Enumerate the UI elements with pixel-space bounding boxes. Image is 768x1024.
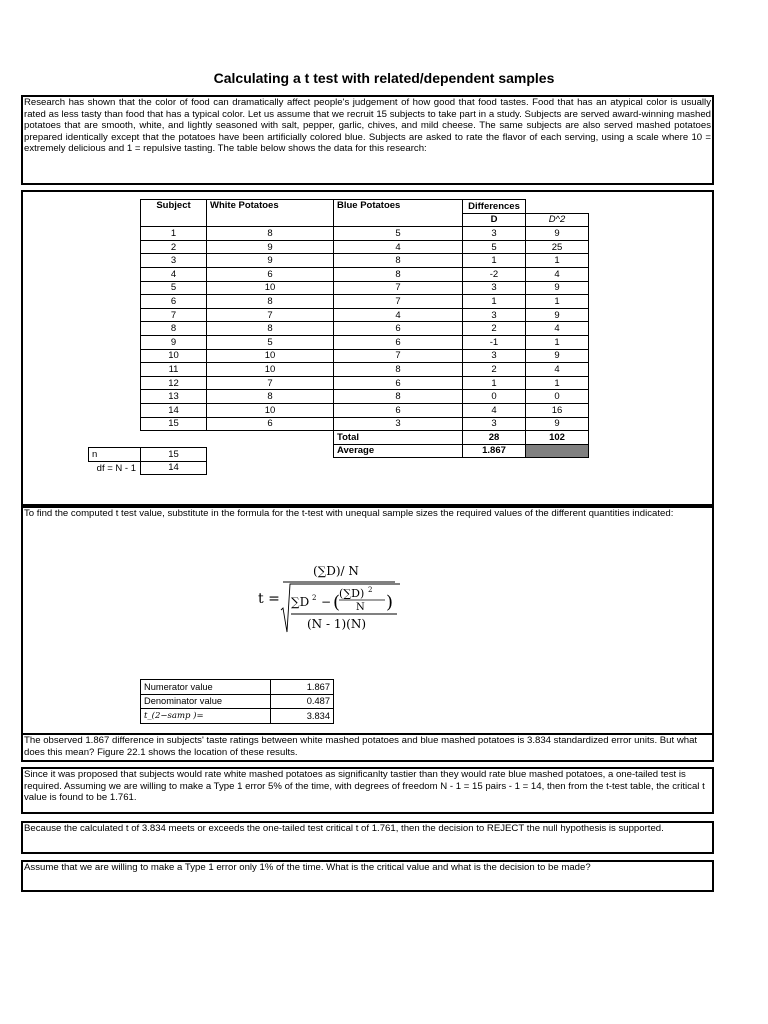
one-tailed-box bbox=[21, 767, 714, 814]
cell-d2: 1 bbox=[526, 295, 589, 309]
table-row bbox=[141, 281, 589, 295]
cell-b: 8 bbox=[334, 267, 463, 281]
cell-b: 7 bbox=[334, 281, 463, 295]
cell-d: 3 bbox=[463, 281, 526, 295]
cell-d: 2 bbox=[463, 322, 526, 336]
cell-s: 14 bbox=[141, 403, 207, 417]
data-table bbox=[140, 199, 589, 458]
cell-d2: 4 bbox=[526, 267, 589, 281]
formula-t: t = bbox=[258, 591, 280, 607]
table-row bbox=[141, 349, 589, 363]
cell-s: 15 bbox=[141, 417, 207, 431]
formula-exp: 2 bbox=[312, 594, 317, 602]
summary-row bbox=[141, 680, 334, 695]
cell-w: 10 bbox=[207, 363, 334, 377]
cell-b: 6 bbox=[334, 403, 463, 417]
one-tailed-text: Since it was proposed that subjects would rate white mashed potatoes as significanlty tastier than they would rate blue mashed potatoes, a one-tailed test is required. Assuming we are willing to make a Type 1 error 5% of the time, with degrees of freedom N - 1 = 15 pairs - 1 = 14, then from the t-test table, the critical t value is found to be 1.761. bbox=[24, 769, 705, 804]
summary-label: Numerator value bbox=[141, 680, 271, 695]
cell-d: 1 bbox=[463, 254, 526, 268]
table-row bbox=[141, 240, 589, 254]
n-value: 15 bbox=[141, 448, 207, 462]
cell-d2: 9 bbox=[526, 281, 589, 295]
n-df-table bbox=[88, 447, 207, 475]
table-row bbox=[141, 254, 589, 268]
cell-d: 1 bbox=[463, 376, 526, 390]
cell-d2: 1 bbox=[526, 335, 589, 349]
cell-d: 5 bbox=[463, 240, 526, 254]
formula-inner-exp: 2 bbox=[368, 586, 373, 594]
cell-d: -2 bbox=[463, 267, 526, 281]
cell-d: 2 bbox=[463, 363, 526, 377]
formula-minus: − bbox=[321, 595, 332, 609]
average-d: 1.867 bbox=[463, 444, 526, 458]
summary-value: 1.867 bbox=[271, 680, 334, 695]
formula-intro-text: To find the computed t test value, substitute in the formula for the t-test with unequal sample sizes the required values of the different quantities indicated: bbox=[24, 508, 674, 519]
average-d2-shaded bbox=[526, 444, 589, 458]
summary-value: 0.487 bbox=[271, 694, 334, 709]
cell-b: 8 bbox=[334, 363, 463, 377]
cell-w: 8 bbox=[207, 390, 334, 404]
header-differences: Differences bbox=[463, 200, 526, 214]
intro-box bbox=[21, 95, 714, 185]
cell-d2: 1 bbox=[526, 376, 589, 390]
table-row bbox=[141, 267, 589, 281]
cell-b: 8 bbox=[334, 390, 463, 404]
df-value: 14 bbox=[141, 461, 207, 475]
cell-b: 4 bbox=[334, 308, 463, 322]
decision-box bbox=[21, 821, 714, 854]
header-blue: Blue Potatoes bbox=[334, 200, 463, 227]
cell-d2: 9 bbox=[526, 417, 589, 431]
page-title: Calculating a t test with related/dependent samples bbox=[213, 70, 555, 86]
decision-text: Because the calculated t of 3.834 meets or exceeds the one-tailed test critical t of 1.761, then the decision to REJECT the null hypothesis is supported. bbox=[24, 823, 664, 834]
cell-d: 4 bbox=[463, 403, 526, 417]
cell-b: 5 bbox=[334, 227, 463, 241]
summary-row bbox=[141, 694, 334, 709]
table-row bbox=[141, 390, 589, 404]
summary-table bbox=[140, 679, 334, 724]
df-label: df = N - 1 bbox=[96, 462, 136, 474]
cell-b: 3 bbox=[334, 417, 463, 431]
cell-b: 7 bbox=[334, 349, 463, 363]
cell-d: -1 bbox=[463, 335, 526, 349]
cell-s: 3 bbox=[141, 254, 207, 268]
table-row bbox=[141, 295, 589, 309]
table-row bbox=[141, 417, 589, 431]
cell-w: 5 bbox=[207, 335, 334, 349]
header-subject: Subject bbox=[141, 200, 207, 227]
header-white: White Potatoes bbox=[207, 200, 334, 227]
result-text: The observed 1.867 difference in subjects' taste ratings between white mashed potatoes and blue mashed potatoes is 3.834 standardized error units. But what does this mean? Figure 22.1 shows the location of these results. bbox=[24, 735, 698, 758]
cell-d: 3 bbox=[463, 349, 526, 363]
summary-row bbox=[141, 709, 334, 724]
cell-s: 2 bbox=[141, 240, 207, 254]
formula-inner-den: N bbox=[356, 602, 365, 613]
cell-d2: 9 bbox=[526, 308, 589, 322]
header-d2: D^2 bbox=[526, 213, 589, 227]
svg-text:): ) bbox=[386, 592, 394, 613]
cell-b: 6 bbox=[334, 322, 463, 336]
table-row bbox=[141, 363, 589, 377]
cell-b: 8 bbox=[334, 254, 463, 268]
cell-s: 1 bbox=[141, 227, 207, 241]
cell-s: 10 bbox=[141, 349, 207, 363]
cell-d: 1 bbox=[463, 295, 526, 309]
cell-s: 11 bbox=[141, 363, 207, 377]
result-box bbox=[21, 733, 714, 762]
cell-d2: 9 bbox=[526, 349, 589, 363]
question-text: Assume that we are willing to make a Type 1 error only 1% of the time. What is the critical value and what is the decision to be made? bbox=[24, 862, 591, 873]
cell-d2: 0 bbox=[526, 390, 589, 404]
formula-inner-num: (∑D) bbox=[339, 587, 365, 600]
table-row bbox=[141, 227, 589, 241]
cell-s: 4 bbox=[141, 267, 207, 281]
cell-d2: 4 bbox=[526, 363, 589, 377]
cell-s: 7 bbox=[141, 308, 207, 322]
cell-b: 4 bbox=[334, 240, 463, 254]
cell-s: 8 bbox=[141, 322, 207, 336]
cell-w: 10 bbox=[207, 281, 334, 295]
cell-b: 7 bbox=[334, 295, 463, 309]
table-row bbox=[141, 308, 589, 322]
cell-s: 13 bbox=[141, 390, 207, 404]
cell-w: 9 bbox=[207, 240, 334, 254]
cell-w: 10 bbox=[207, 349, 334, 363]
header-d: D bbox=[463, 213, 526, 227]
summary-value: 3.834 bbox=[271, 709, 334, 724]
svg-text:(: ( bbox=[333, 592, 341, 613]
cell-d: 0 bbox=[463, 390, 526, 404]
cell-s: 5 bbox=[141, 281, 207, 295]
summary-label: Denominator value bbox=[141, 694, 271, 709]
cell-d2: 9 bbox=[526, 227, 589, 241]
intro-text: Research has shown that the color of food can dramatically affect people's judgement of how good that food tastes. Food that has an atypical color is usually rated as less tasty than food that has a typical color. Let us assume that we recruit 15 subjects to take part in a study. Subjects are served award-winning mashed potatoes that are smooth, white, and lightly seasoned with salt, pepper, garlic, chives, and mild cheese. The same subjects are also served mashed potatoes prepared identically except that the potatoes have been artificially colored blue. Subjects are asked to rate the flavor of each serving, using a scale where 10 = extremely delicious and 1 = repulsive tasting. The table below shows the data for this research: bbox=[24, 97, 711, 155]
cell-s: 9 bbox=[141, 335, 207, 349]
cell-d: 3 bbox=[463, 227, 526, 241]
table-row bbox=[141, 322, 589, 336]
formula-denominator: (N - 1)(N) bbox=[307, 617, 367, 631]
summary-label: t_(2−samp )= bbox=[141, 709, 271, 724]
t-test-formula bbox=[255, 560, 405, 640]
cell-d2: 16 bbox=[526, 403, 589, 417]
cell-w: 6 bbox=[207, 267, 334, 281]
cell-b: 6 bbox=[334, 376, 463, 390]
cell-w: 7 bbox=[207, 376, 334, 390]
table-row bbox=[141, 335, 589, 349]
total-d2: 102 bbox=[526, 431, 589, 445]
cell-w: 10 bbox=[207, 403, 334, 417]
cell-w: 7 bbox=[207, 308, 334, 322]
cell-w: 8 bbox=[207, 295, 334, 309]
cell-d2: 4 bbox=[526, 322, 589, 336]
total-label: Total bbox=[334, 431, 463, 445]
table-row bbox=[141, 403, 589, 417]
cell-s: 12 bbox=[141, 376, 207, 390]
cell-w: 6 bbox=[207, 417, 334, 431]
cell-d: 3 bbox=[463, 308, 526, 322]
cell-w: 8 bbox=[207, 322, 334, 336]
cell-w: 8 bbox=[207, 227, 334, 241]
formula-numerator: (∑D)/ N bbox=[313, 564, 359, 578]
cell-d2: 1 bbox=[526, 254, 589, 268]
cell-d2: 25 bbox=[526, 240, 589, 254]
formula-sum-d: ∑D bbox=[291, 595, 310, 609]
cell-w: 9 bbox=[207, 254, 334, 268]
average-label: Average bbox=[334, 444, 463, 458]
total-d: 28 bbox=[463, 431, 526, 445]
cell-s: 6 bbox=[141, 295, 207, 309]
cell-b: 6 bbox=[334, 335, 463, 349]
question-box bbox=[21, 860, 714, 892]
table-row bbox=[141, 376, 589, 390]
cell-d: 3 bbox=[463, 417, 526, 431]
n-label: n bbox=[89, 448, 141, 462]
